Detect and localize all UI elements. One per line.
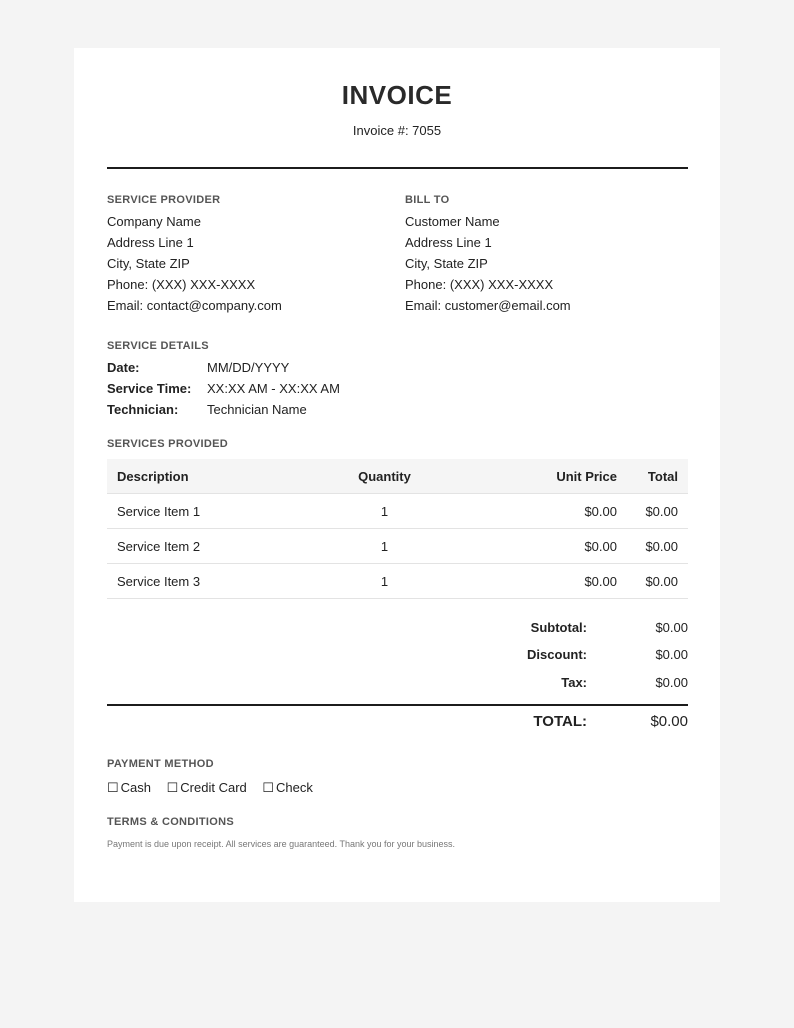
services-table (107, 459, 688, 599)
customer-address: Address Line 1 (405, 235, 492, 250)
item-unit-price: $0.00 (467, 564, 627, 599)
date-label: Date: (107, 360, 140, 375)
header-unit-price: Unit Price (467, 459, 627, 494)
checkbox-icon[interactable]: ☐ (166, 780, 179, 795)
header-quantity: Quantity (302, 459, 467, 494)
table-row (107, 529, 688, 564)
technician-label: Technician: (107, 402, 179, 417)
header-total: Total (627, 459, 688, 494)
technician-value: Technician Name (207, 402, 307, 417)
services-provided-label: SERVICES PROVIDED (107, 438, 229, 450)
item-description: Service Item 3 (107, 564, 302, 599)
date-value: MM/DD/YYYY (207, 360, 290, 375)
customer-city: City, State ZIP (405, 256, 488, 271)
invoice-number: Invoice #: 7055 (352, 123, 442, 138)
table-row (107, 494, 688, 529)
subtotal-value: $0.00 (655, 620, 688, 635)
item-quantity: 1 (302, 494, 467, 529)
tax-value: $0.00 (655, 675, 688, 690)
payment-option-label: Check (276, 780, 313, 795)
payment-option-credit-card[interactable] (167, 780, 247, 796)
service-time-value: XX:XX AM - XX:XX AM (207, 381, 340, 396)
table-header-row (107, 459, 688, 494)
payment-option-label: Cash (120, 780, 152, 795)
customer-email: Email: customer@email.com (405, 298, 571, 313)
service-provider-label: SERVICE PROVIDER (107, 194, 221, 206)
grand-total-label: TOTAL: (533, 713, 587, 730)
provider-company: Company Name (107, 214, 201, 229)
item-total: $0.00 (627, 564, 688, 599)
discount-label: Discount: (527, 647, 587, 662)
item-unit-price: $0.00 (467, 494, 627, 529)
subtotal-label: Subtotal: (530, 620, 587, 635)
checkbox-icon[interactable]: ☐ (262, 780, 275, 795)
bill-to-label: BILL TO (405, 194, 450, 206)
payment-method-label: PAYMENT METHOD (107, 758, 214, 770)
table-row (107, 564, 688, 599)
customer-phone: Phone: (XXX) XXX-XXXX (405, 277, 554, 292)
header-divider (107, 167, 688, 169)
service-details-label: SERVICE DETAILS (107, 340, 209, 352)
item-quantity: 1 (302, 564, 467, 599)
grand-total-value: $0.00 (650, 713, 688, 730)
header-description: Description (107, 459, 302, 494)
tax-label: Tax: (561, 675, 587, 690)
provider-address: Address Line 1 (107, 235, 194, 250)
provider-email: Email: contact@company.com (107, 298, 282, 313)
payment-option-label: Credit Card (180, 780, 247, 795)
customer-name: Customer Name (405, 214, 500, 229)
payment-option-check[interactable] (262, 780, 313, 796)
terms-text: Payment is due upon receipt. All services are guaranteed. Thank you for your business. (107, 839, 456, 849)
payment-option-cash[interactable] (107, 780, 151, 796)
payment-options (107, 780, 325, 796)
totals-divider (107, 704, 688, 706)
discount-value: $0.00 (655, 647, 688, 662)
service-time-label: Service Time: (107, 381, 192, 396)
invoice-title: INVOICE (341, 80, 453, 110)
terms-label: TERMS & CONDITIONS (107, 816, 235, 828)
item-unit-price: $0.00 (467, 529, 627, 564)
item-total: $0.00 (627, 529, 688, 564)
item-quantity: 1 (302, 529, 467, 564)
item-total: $0.00 (627, 494, 688, 529)
item-description: Service Item 1 (107, 494, 302, 529)
checkbox-icon[interactable]: ☐ (107, 780, 119, 795)
item-description: Service Item 2 (107, 529, 302, 564)
provider-city: City, State ZIP (107, 256, 190, 271)
provider-phone: Phone: (XXX) XXX-XXXX (107, 277, 256, 292)
